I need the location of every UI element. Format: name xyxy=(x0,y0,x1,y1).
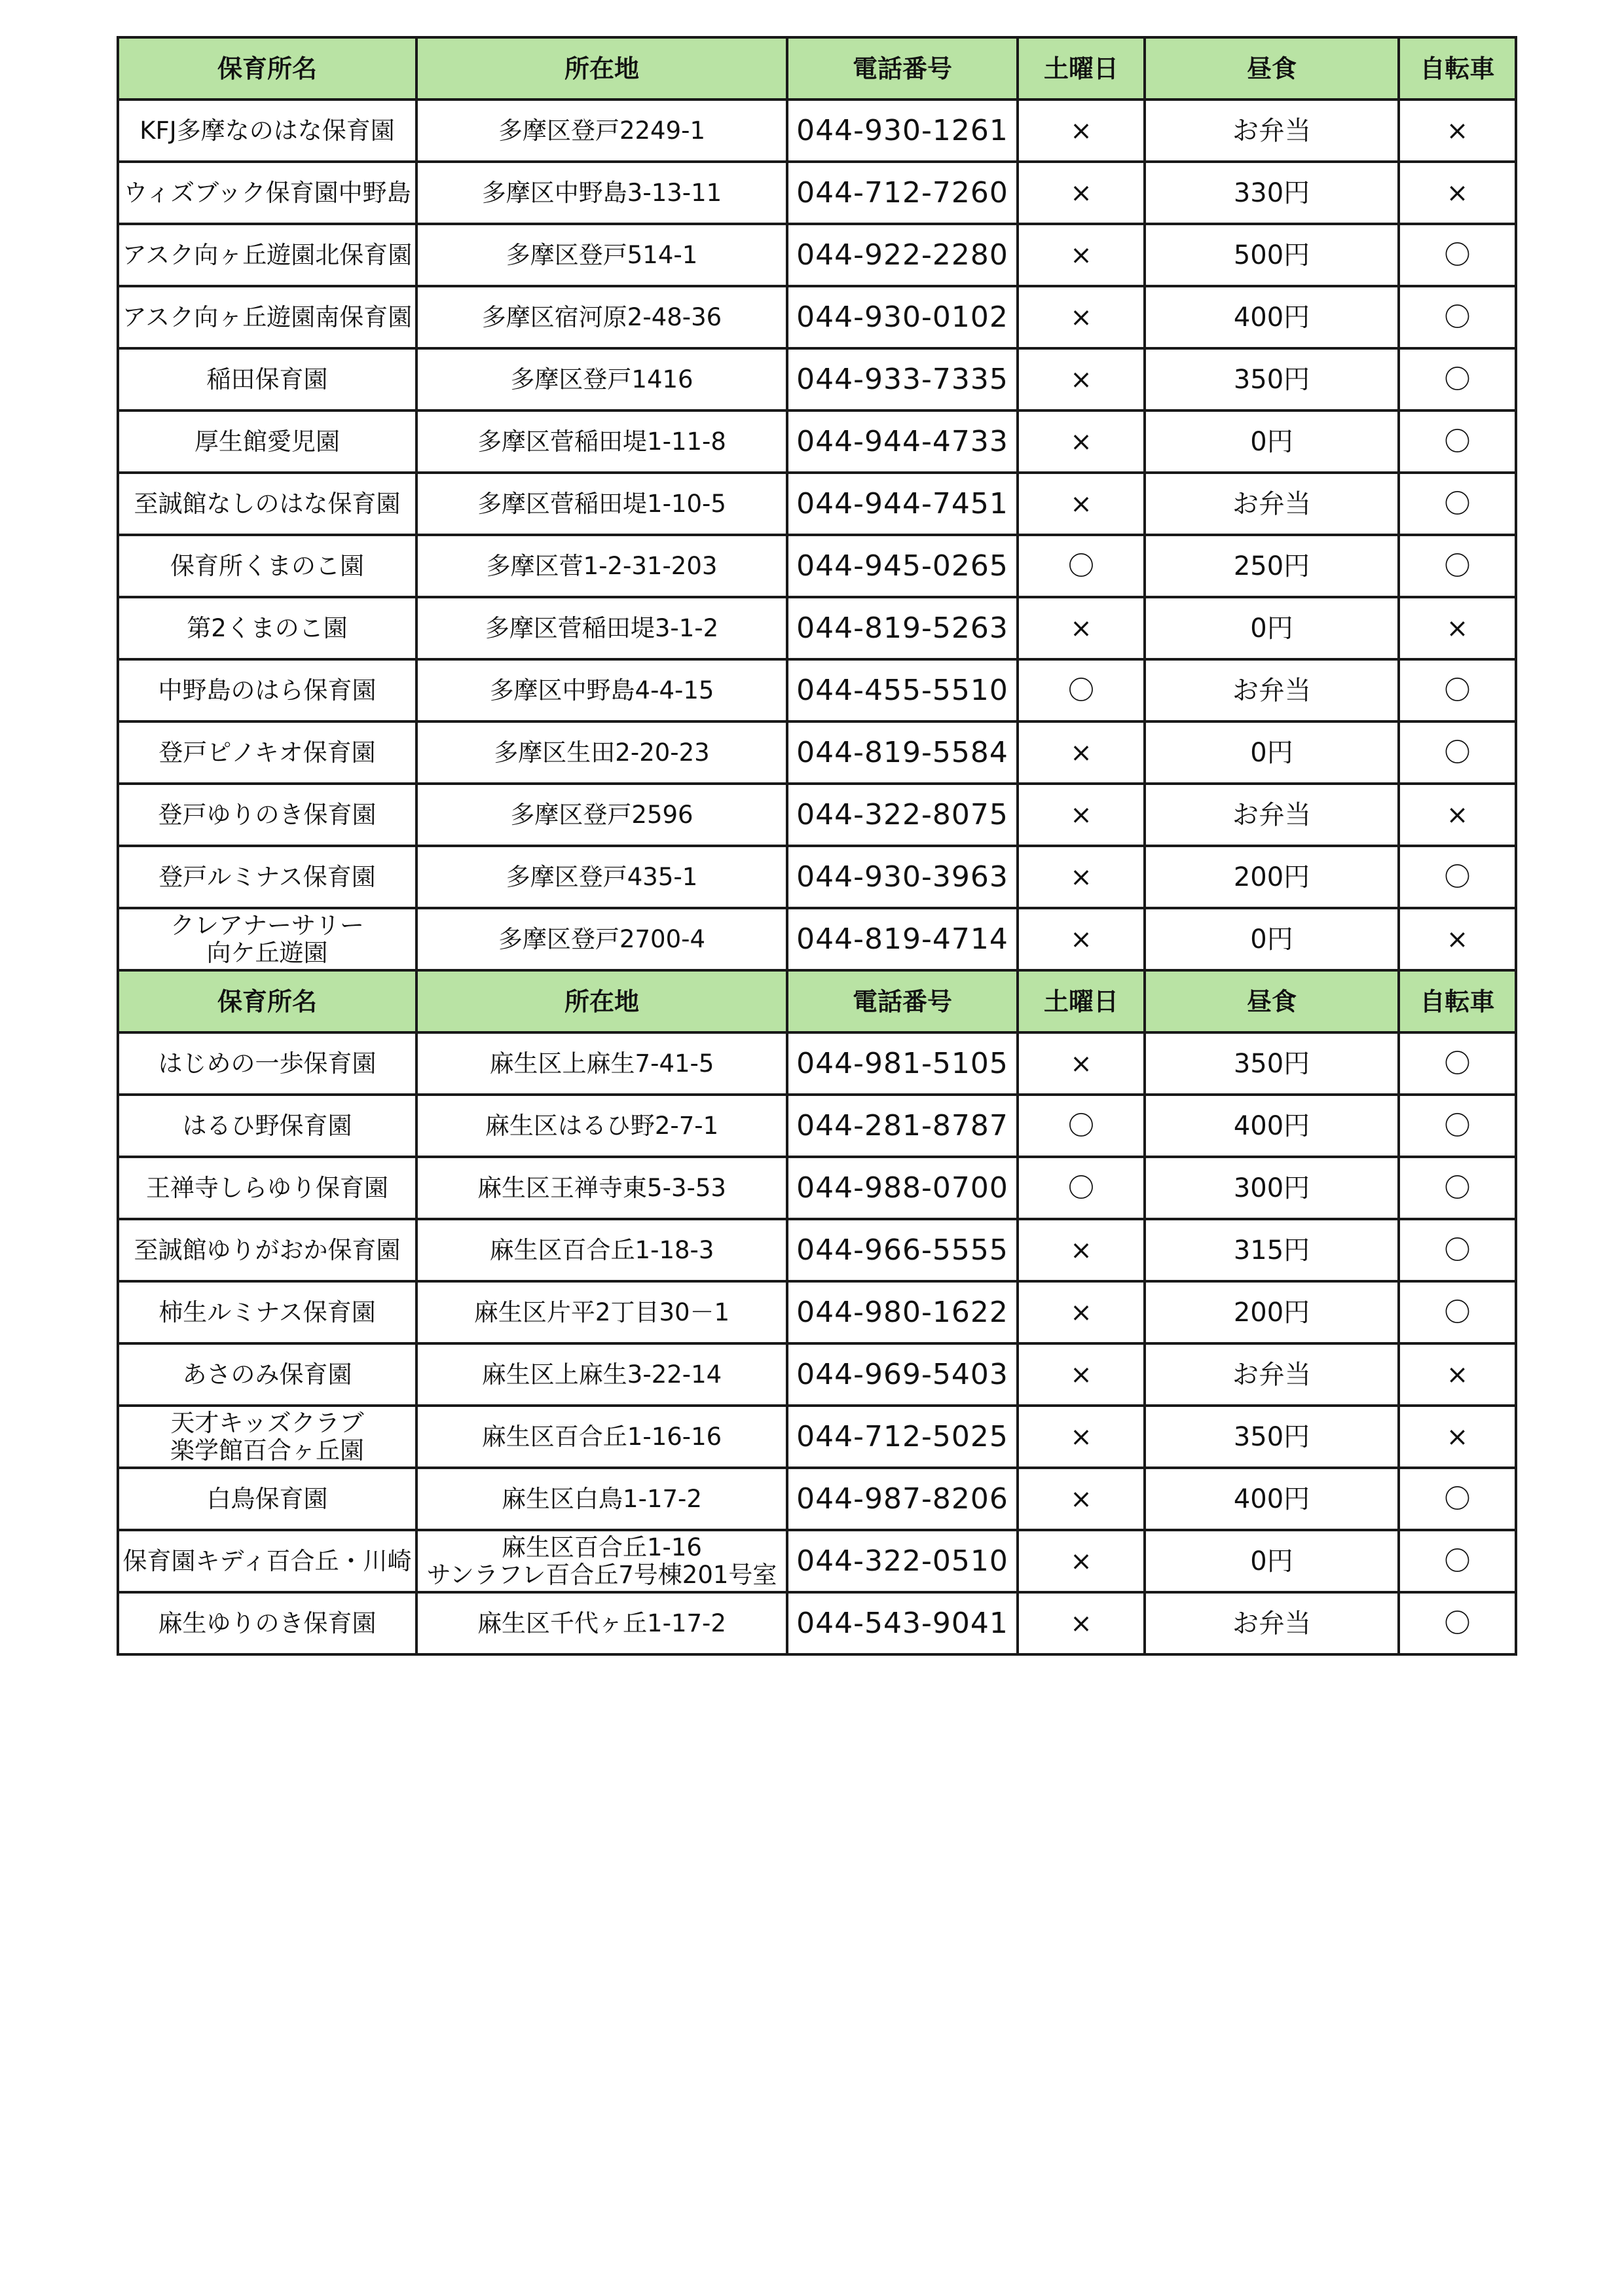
cell-lunch: 350円 xyxy=(1145,1032,1399,1095)
cell-address-line: 麻生区王禅寺東5-3-53 xyxy=(477,1173,726,1202)
cell-phone: 044-988-0700 xyxy=(787,1157,1018,1219)
cell-address xyxy=(416,1468,787,1530)
cell-address-line: 麻生区千代ヶ丘1-17-2 xyxy=(477,1609,726,1637)
cell-lunch: お弁当 xyxy=(1145,473,1399,535)
cell-nursery-name-line: 至誠館ゆりがおか保育園 xyxy=(134,1235,401,1264)
nursery-table xyxy=(117,36,1517,1656)
cell-address-line: 多摩区登戸2249-1 xyxy=(498,116,706,145)
cell-nursery-name xyxy=(118,1592,416,1654)
cell-nursery-name xyxy=(118,1468,416,1530)
cell-address xyxy=(416,224,787,286)
cell-nursery-name-line: はじめの一歩保育園 xyxy=(158,1049,377,1078)
cell-phone: 044-819-4714 xyxy=(787,908,1018,970)
cell-nursery-name xyxy=(118,1219,416,1281)
cell-nursery-name-line: あさのみ保育園 xyxy=(182,1360,352,1389)
cell-address-line: 多摩区菅稲田堤1-10-5 xyxy=(477,489,726,518)
cell-saturday: × xyxy=(1018,784,1145,846)
cell-nursery-name-line: アスク向ヶ丘遊園北保育園 xyxy=(122,240,413,269)
cell-bicycle: 〇 xyxy=(1399,535,1516,597)
table-row xyxy=(118,1592,1516,1654)
table-header-row xyxy=(118,970,1516,1032)
cell-bicycle: 〇 xyxy=(1399,410,1516,473)
cell-bicycle: 〇 xyxy=(1399,1095,1516,1157)
cell-nursery-name xyxy=(118,597,416,659)
cell-address xyxy=(416,348,787,410)
header-saturday: 土曜日 xyxy=(1018,37,1145,100)
cell-address xyxy=(416,659,787,721)
cell-nursery-name xyxy=(118,410,416,473)
cell-saturday: × xyxy=(1018,224,1145,286)
cell-saturday: × xyxy=(1018,1219,1145,1281)
cell-address xyxy=(416,1281,787,1343)
cell-nursery-name-line: 第2くまのこ園 xyxy=(187,613,348,642)
cell-lunch: 500円 xyxy=(1145,224,1399,286)
cell-bicycle: 〇 xyxy=(1399,1530,1516,1592)
cell-address-line: 多摩区菅稲田堤1-11-8 xyxy=(477,427,726,456)
table-row xyxy=(118,1468,1516,1530)
table-row xyxy=(118,473,1516,535)
cell-nursery-name xyxy=(118,721,416,784)
cell-address xyxy=(416,721,787,784)
cell-phone: 044-966-5555 xyxy=(787,1219,1018,1281)
table-row xyxy=(118,100,1516,162)
cell-phone: 044-281-8787 xyxy=(787,1095,1018,1157)
table-row xyxy=(118,784,1516,846)
cell-phone: 044-933-7335 xyxy=(787,348,1018,410)
cell-phone: 044-543-9041 xyxy=(787,1592,1018,1654)
header-lunch: 昼食 xyxy=(1145,970,1399,1032)
header-phone: 電話番号 xyxy=(787,37,1018,100)
cell-nursery-name-line: 至誠館なしのはな保育園 xyxy=(134,489,401,518)
cell-saturday: × xyxy=(1018,597,1145,659)
cell-bicycle: 〇 xyxy=(1399,846,1516,908)
table-row xyxy=(118,908,1516,970)
table-row xyxy=(118,721,1516,784)
table-row xyxy=(118,1032,1516,1095)
cell-lunch: 200円 xyxy=(1145,1281,1399,1343)
cell-bicycle: 〇 xyxy=(1399,1219,1516,1281)
cell-bicycle: × xyxy=(1399,1406,1516,1468)
cell-lunch: 400円 xyxy=(1145,1095,1399,1157)
cell-bicycle: 〇 xyxy=(1399,348,1516,410)
table-row xyxy=(118,348,1516,410)
cell-address xyxy=(416,473,787,535)
cell-phone: 044-322-8075 xyxy=(787,784,1018,846)
table-row xyxy=(118,597,1516,659)
cell-nursery-name xyxy=(118,846,416,908)
cell-nursery-name xyxy=(118,1281,416,1343)
cell-nursery-name-line: 登戸ゆりのき保育園 xyxy=(158,800,377,829)
cell-lunch: 0円 xyxy=(1145,721,1399,784)
cell-address-line: 麻生区百合丘1-18-3 xyxy=(489,1235,714,1264)
cell-address xyxy=(416,1530,787,1592)
table-row xyxy=(118,659,1516,721)
cell-nursery-name-line: 保育所くまのこ園 xyxy=(170,551,364,580)
cell-saturday: × xyxy=(1018,100,1145,162)
cell-nursery-name xyxy=(118,1406,416,1468)
cell-address xyxy=(416,1157,787,1219)
cell-phone: 044-945-0265 xyxy=(787,535,1018,597)
cell-nursery-name-line: アスク向ヶ丘遊園南保育園 xyxy=(122,302,413,331)
cell-saturday: × xyxy=(1018,162,1145,224)
cell-nursery-name-line: 柿生ルミナス保育園 xyxy=(158,1298,376,1326)
cell-address-line: 多摩区登戸514-1 xyxy=(506,240,698,269)
cell-address-line: 麻生区上麻生7-41-5 xyxy=(489,1049,714,1078)
cell-address-line: 麻生区片平2丁目30－1 xyxy=(473,1298,730,1326)
cell-address-line: 多摩区登戸435-1 xyxy=(506,862,698,891)
cell-saturday: × xyxy=(1018,473,1145,535)
cell-phone: 044-969-5403 xyxy=(787,1343,1018,1406)
cell-phone: 044-712-5025 xyxy=(787,1406,1018,1468)
cell-address-line: 多摩区菅1-2-31-203 xyxy=(486,551,718,580)
cell-address-line: 多摩区登戸2596 xyxy=(510,800,693,829)
cell-nursery-name-line: 向ケ丘遊園 xyxy=(206,938,328,967)
cell-bicycle: × xyxy=(1399,784,1516,846)
cell-lunch: 315円 xyxy=(1145,1219,1399,1281)
cell-address xyxy=(416,784,787,846)
cell-bicycle: 〇 xyxy=(1399,224,1516,286)
cell-address-line: 多摩区登戸1416 xyxy=(510,365,693,393)
cell-lunch: 330円 xyxy=(1145,162,1399,224)
header-bicycle: 自転車 xyxy=(1399,970,1516,1032)
table-row xyxy=(118,1157,1516,1219)
cell-saturday: × xyxy=(1018,410,1145,473)
cell-phone: 044-455-5510 xyxy=(787,659,1018,721)
table-row xyxy=(118,410,1516,473)
cell-nursery-name xyxy=(118,908,416,970)
cell-nursery-name xyxy=(118,100,416,162)
table-row xyxy=(118,224,1516,286)
cell-address xyxy=(416,1219,787,1281)
cell-address xyxy=(416,1592,787,1654)
cell-nursery-name xyxy=(118,348,416,410)
cell-saturday: × xyxy=(1018,1343,1145,1406)
cell-nursery-name-line: 麻生ゆりのき保育園 xyxy=(158,1609,377,1637)
cell-nursery-name xyxy=(118,286,416,348)
table-row xyxy=(118,1406,1516,1468)
cell-nursery-name-line: 楽学館百合ヶ丘園 xyxy=(170,1436,364,1465)
cell-phone: 044-322-0510 xyxy=(787,1530,1018,1592)
cell-saturday: × xyxy=(1018,846,1145,908)
cell-phone: 044-944-4733 xyxy=(787,410,1018,473)
cell-address xyxy=(416,1343,787,1406)
cell-nursery-name-line: 保育園キディ百合丘・川崎 xyxy=(122,1546,412,1575)
cell-bicycle: × xyxy=(1399,1343,1516,1406)
cell-phone: 044-987-8206 xyxy=(787,1468,1018,1530)
header-address: 所在地 xyxy=(416,970,787,1032)
header-name: 保育所名 xyxy=(118,970,416,1032)
cell-phone: 044-819-5263 xyxy=(787,597,1018,659)
cell-lunch: 250円 xyxy=(1145,535,1399,597)
cell-nursery-name xyxy=(118,1343,416,1406)
cell-bicycle: × xyxy=(1399,908,1516,970)
cell-address-line: 麻生区白鳥1-17-2 xyxy=(502,1484,702,1513)
cell-address-line: 麻生区百合丘1-16-16 xyxy=(481,1422,722,1451)
cell-phone: 044-930-1261 xyxy=(787,100,1018,162)
cell-address-line: 麻生区上麻生3-22-14 xyxy=(481,1360,722,1389)
header-saturday: 土曜日 xyxy=(1018,970,1145,1032)
cell-nursery-name xyxy=(118,473,416,535)
cell-phone: 044-980-1622 xyxy=(787,1281,1018,1343)
cell-nursery-name-line: 厚生館愛児園 xyxy=(194,427,340,456)
cell-lunch: 350円 xyxy=(1145,348,1399,410)
cell-nursery-name xyxy=(118,1032,416,1095)
table-row xyxy=(118,1530,1516,1592)
table-header-row xyxy=(118,37,1516,100)
table-row xyxy=(118,535,1516,597)
cell-phone: 044-819-5584 xyxy=(787,721,1018,784)
cell-nursery-name-line: 登戸ピノキオ保育園 xyxy=(158,738,376,767)
cell-phone: 044-922-2280 xyxy=(787,224,1018,286)
table-row xyxy=(118,162,1516,224)
cell-nursery-name xyxy=(118,1530,416,1592)
cell-lunch: 200円 xyxy=(1145,846,1399,908)
cell-phone: 044-712-7260 xyxy=(787,162,1018,224)
cell-address xyxy=(416,1095,787,1157)
cell-nursery-name xyxy=(118,1095,416,1157)
cell-nursery-name-line: はるひ野保育園 xyxy=(182,1111,352,1140)
cell-bicycle: 〇 xyxy=(1399,1157,1516,1219)
cell-bicycle: 〇 xyxy=(1399,721,1516,784)
cell-phone: 044-930-3963 xyxy=(787,846,1018,908)
cell-nursery-name-line: 白鳥保育園 xyxy=(206,1484,328,1513)
table-row xyxy=(118,846,1516,908)
table-row xyxy=(118,286,1516,348)
cell-nursery-name xyxy=(118,659,416,721)
cell-bicycle: × xyxy=(1399,100,1516,162)
cell-nursery-name-line: 稲田保育園 xyxy=(206,365,328,393)
cell-address-line: 多摩区登戸2700-4 xyxy=(498,924,706,953)
cell-lunch: 300円 xyxy=(1145,1157,1399,1219)
cell-address-line: 多摩区中野島3-13-11 xyxy=(481,178,722,207)
cell-address xyxy=(416,100,787,162)
header-name: 保育所名 xyxy=(118,37,416,100)
cell-address xyxy=(416,1406,787,1468)
cell-lunch: 400円 xyxy=(1145,1468,1399,1530)
cell-bicycle: 〇 xyxy=(1399,1592,1516,1654)
cell-phone: 044-981-5105 xyxy=(787,1032,1018,1095)
cell-nursery-name xyxy=(118,784,416,846)
cell-nursery-name xyxy=(118,162,416,224)
cell-nursery-name xyxy=(118,1157,416,1219)
cell-nursery-name-line: 王禅寺しらゆり保育園 xyxy=(146,1173,388,1202)
cell-saturday: × xyxy=(1018,1530,1145,1592)
cell-saturday: × xyxy=(1018,1406,1145,1468)
cell-address xyxy=(416,908,787,970)
cell-address xyxy=(416,846,787,908)
cell-address xyxy=(416,286,787,348)
table-row xyxy=(118,1219,1516,1281)
cell-saturday: × xyxy=(1018,1592,1145,1654)
cell-address-line: 麻生区百合丘1-16 xyxy=(502,1533,702,1561)
header-phone: 電話番号 xyxy=(787,970,1018,1032)
cell-address-line: サンラフレ百合丘7号棟201号室 xyxy=(426,1560,777,1589)
cell-nursery-name-line: ウィズブック保育園中野島 xyxy=(123,178,411,207)
header-bicycle: 自転車 xyxy=(1399,37,1516,100)
cell-address xyxy=(416,597,787,659)
cell-bicycle: 〇 xyxy=(1399,1281,1516,1343)
table-row xyxy=(118,1281,1516,1343)
cell-saturday: 〇 xyxy=(1018,659,1145,721)
cell-address xyxy=(416,410,787,473)
cell-nursery-name xyxy=(118,535,416,597)
header-lunch: 昼食 xyxy=(1145,37,1399,100)
cell-saturday: × xyxy=(1018,721,1145,784)
cell-nursery-name-line: クレアナーサリー xyxy=(170,911,364,939)
cell-bicycle: 〇 xyxy=(1399,659,1516,721)
cell-phone: 044-944-7451 xyxy=(787,473,1018,535)
cell-lunch: 0円 xyxy=(1145,410,1399,473)
cell-saturday: × xyxy=(1018,348,1145,410)
cell-saturday: × xyxy=(1018,908,1145,970)
cell-bicycle: 〇 xyxy=(1399,1468,1516,1530)
cell-lunch: 0円 xyxy=(1145,1530,1399,1592)
cell-bicycle: 〇 xyxy=(1399,1032,1516,1095)
cell-address xyxy=(416,162,787,224)
cell-bicycle: × xyxy=(1399,597,1516,659)
cell-address xyxy=(416,535,787,597)
cell-saturday: 〇 xyxy=(1018,1157,1145,1219)
cell-address-line: 多摩区菅稲田堤3-1-2 xyxy=(485,613,719,642)
cell-saturday: × xyxy=(1018,1032,1145,1095)
cell-address-line: 多摩区生田2-20-23 xyxy=(494,738,710,767)
table-body xyxy=(118,37,1516,1654)
cell-lunch: お弁当 xyxy=(1145,100,1399,162)
cell-saturday: 〇 xyxy=(1018,535,1145,597)
cell-lunch: 0円 xyxy=(1145,908,1399,970)
cell-address xyxy=(416,1032,787,1095)
cell-nursery-name-line: 登戸ルミナス保育園 xyxy=(158,862,376,891)
cell-saturday: × xyxy=(1018,286,1145,348)
cell-lunch: お弁当 xyxy=(1145,1343,1399,1406)
cell-lunch: お弁当 xyxy=(1145,659,1399,721)
cell-nursery-name xyxy=(118,224,416,286)
cell-nursery-name-line: 中野島のはら保育園 xyxy=(158,676,377,704)
cell-saturday: × xyxy=(1018,1468,1145,1530)
cell-saturday: × xyxy=(1018,1281,1145,1343)
header-address: 所在地 xyxy=(416,37,787,100)
cell-lunch: 350円 xyxy=(1145,1406,1399,1468)
cell-bicycle: 〇 xyxy=(1399,473,1516,535)
cell-address-line: 多摩区宿河原2-48-36 xyxy=(481,302,722,331)
cell-lunch: お弁当 xyxy=(1145,784,1399,846)
cell-lunch: お弁当 xyxy=(1145,1592,1399,1654)
table-row xyxy=(118,1095,1516,1157)
cell-bicycle: 〇 xyxy=(1399,286,1516,348)
cell-address-line: 麻生区はるひ野2-7-1 xyxy=(485,1111,719,1140)
cell-saturday: 〇 xyxy=(1018,1095,1145,1157)
cell-phone: 044-930-0102 xyxy=(787,286,1018,348)
cell-address-line: 多摩区中野島4-4-15 xyxy=(489,676,714,704)
cell-nursery-name-line: 天才キッズクラブ xyxy=(170,1408,364,1437)
cell-lunch: 400円 xyxy=(1145,286,1399,348)
table-row xyxy=(118,1343,1516,1406)
cell-lunch: 0円 xyxy=(1145,597,1399,659)
cell-nursery-name-line: KFJ多摩なのはな保育園 xyxy=(139,116,395,145)
cell-bicycle: × xyxy=(1399,162,1516,224)
